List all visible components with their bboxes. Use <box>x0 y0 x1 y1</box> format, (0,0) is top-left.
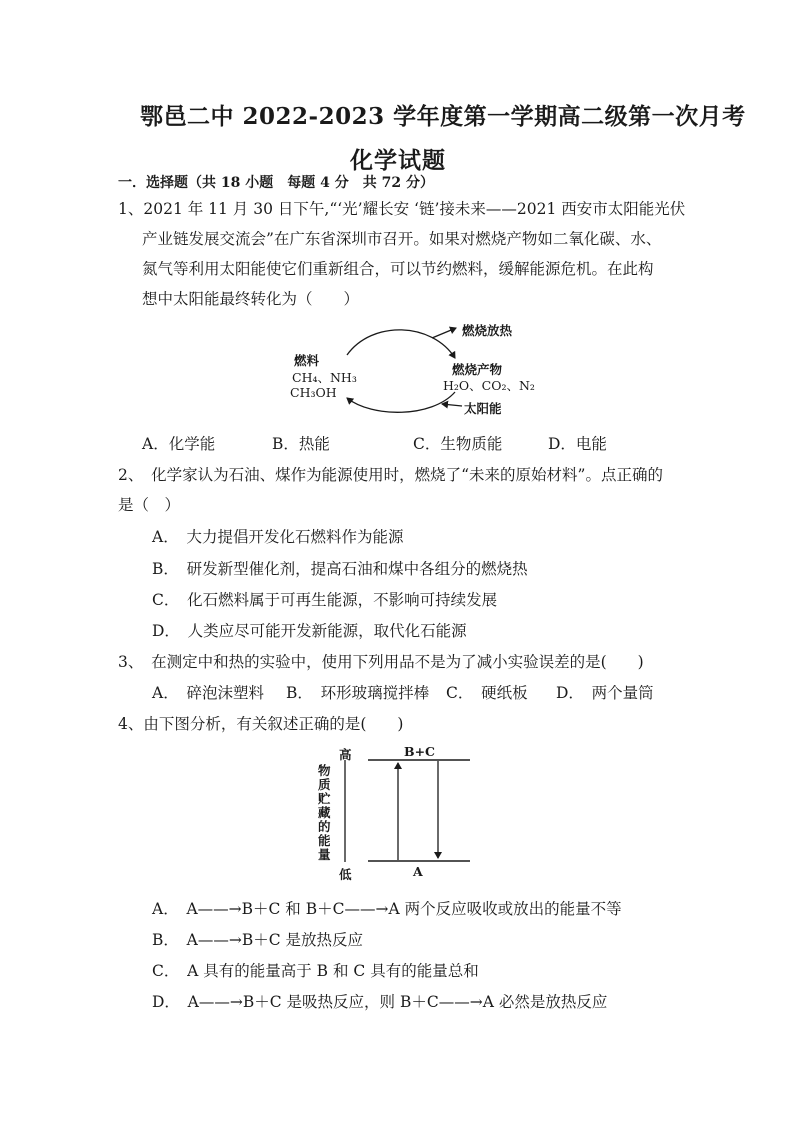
heat-release-label: 燃烧放热 <box>462 323 513 338</box>
q4-option-d[interactable]: D． A——→B＋C 是吸热反应，则 B＋C——→A 必然是放热反应 <box>152 993 608 1011</box>
q4-option-a[interactable]: A． A——→B＋C 和 B＋C——→A 两个反应吸收或放出的能量不等 <box>152 900 622 918</box>
q1-line-3: 氮气等利用太阳能使它们重新组合，可以节约燃料，缓解能源危机。在此构 <box>142 260 654 278</box>
page-subtitle: 化学试题 <box>350 147 446 174</box>
top-level-label: B+C <box>404 744 435 759</box>
q1-option-a[interactable]: A．化学能 <box>142 435 216 453</box>
q2-line-2: 是（ ） <box>118 496 181 514</box>
q3-line: 3、 在测定中和热的实验中，使用下列用品不是为了减小实验误差的是( ) <box>118 653 644 671</box>
product-label: 燃烧产物 <box>452 362 503 377</box>
q1-line-1: 1、2021 年 11 月 30 日下午,“‘光’耀长安 ‘链’接未来——2021 西安市太阳能光伏 <box>118 200 686 218</box>
solar-label: 太阳能 <box>464 401 502 416</box>
q1-line-4: 想中太阳能最终转化为（ ） <box>142 290 360 308</box>
q1-option-c[interactable]: C．生物质能 <box>413 435 503 453</box>
q3-option-c[interactable]: C． 硬纸板 <box>446 684 528 702</box>
q1-line-2: 产业链发展交流会”在广东省深圳市召开。如果对燃烧产物如二氧化碳、水、 <box>142 230 662 248</box>
fuel-formula-2: CH₃OH <box>290 385 337 400</box>
q3-option-b[interactable]: B． 环形玻璃搅拌棒 <box>286 684 430 702</box>
q3-option-d[interactable]: D． 两个量筒 <box>556 684 654 702</box>
q3-option-a[interactable]: A． 碎泡沫塑料 <box>152 684 264 702</box>
q1-option-d[interactable]: D．电能 <box>548 435 607 453</box>
low-label: 低 <box>339 867 352 882</box>
bottom-level-label: A <box>413 864 423 879</box>
product-formula: H₂O、CO₂、N₂ <box>443 378 535 393</box>
page-title: 鄂邑二中 2022-2023 学年度第一学期高二级第一次月考 <box>140 103 746 130</box>
q2-option-b[interactable]: B． 研发新型催化剂，提高石油和煤中各组分的燃烧热 <box>152 560 528 578</box>
fuel-label: 燃料 <box>294 353 320 368</box>
q4-line: 4、由下图分析，有关叙述正确的是( ) <box>118 715 404 733</box>
fuel-formula-1: CH₄、NH₃ <box>292 370 357 385</box>
q2-option-a[interactable]: A． 大力提倡开发化石燃料作为能源 <box>152 528 404 546</box>
q1-option-b[interactable]: B．热能 <box>272 435 330 453</box>
section-heading: 一．选择题（共 18 小题 每题 4 分 共 72 分） <box>118 175 434 191</box>
high-label: 高 <box>339 747 352 762</box>
axis-label: 物质贮藏的能量 <box>318 763 331 862</box>
q2-option-d[interactable]: D． 人类应尽可能开发新能源，取代化石能源 <box>152 622 467 640</box>
q2-option-c[interactable]: C． 化石燃料属于可再生能源，不影响可持续发展 <box>152 591 498 609</box>
q4-option-b[interactable]: B． A——→B＋C 是放热反应 <box>152 931 363 949</box>
q4-option-c[interactable]: C． A 具有的能量高于 B 和 C 具有的能量总和 <box>152 962 479 980</box>
q2-line-1: 2、 化学家认为石油、煤作为能源使用时，燃烧了“未来的原始材料”。点正确的 <box>118 466 663 484</box>
